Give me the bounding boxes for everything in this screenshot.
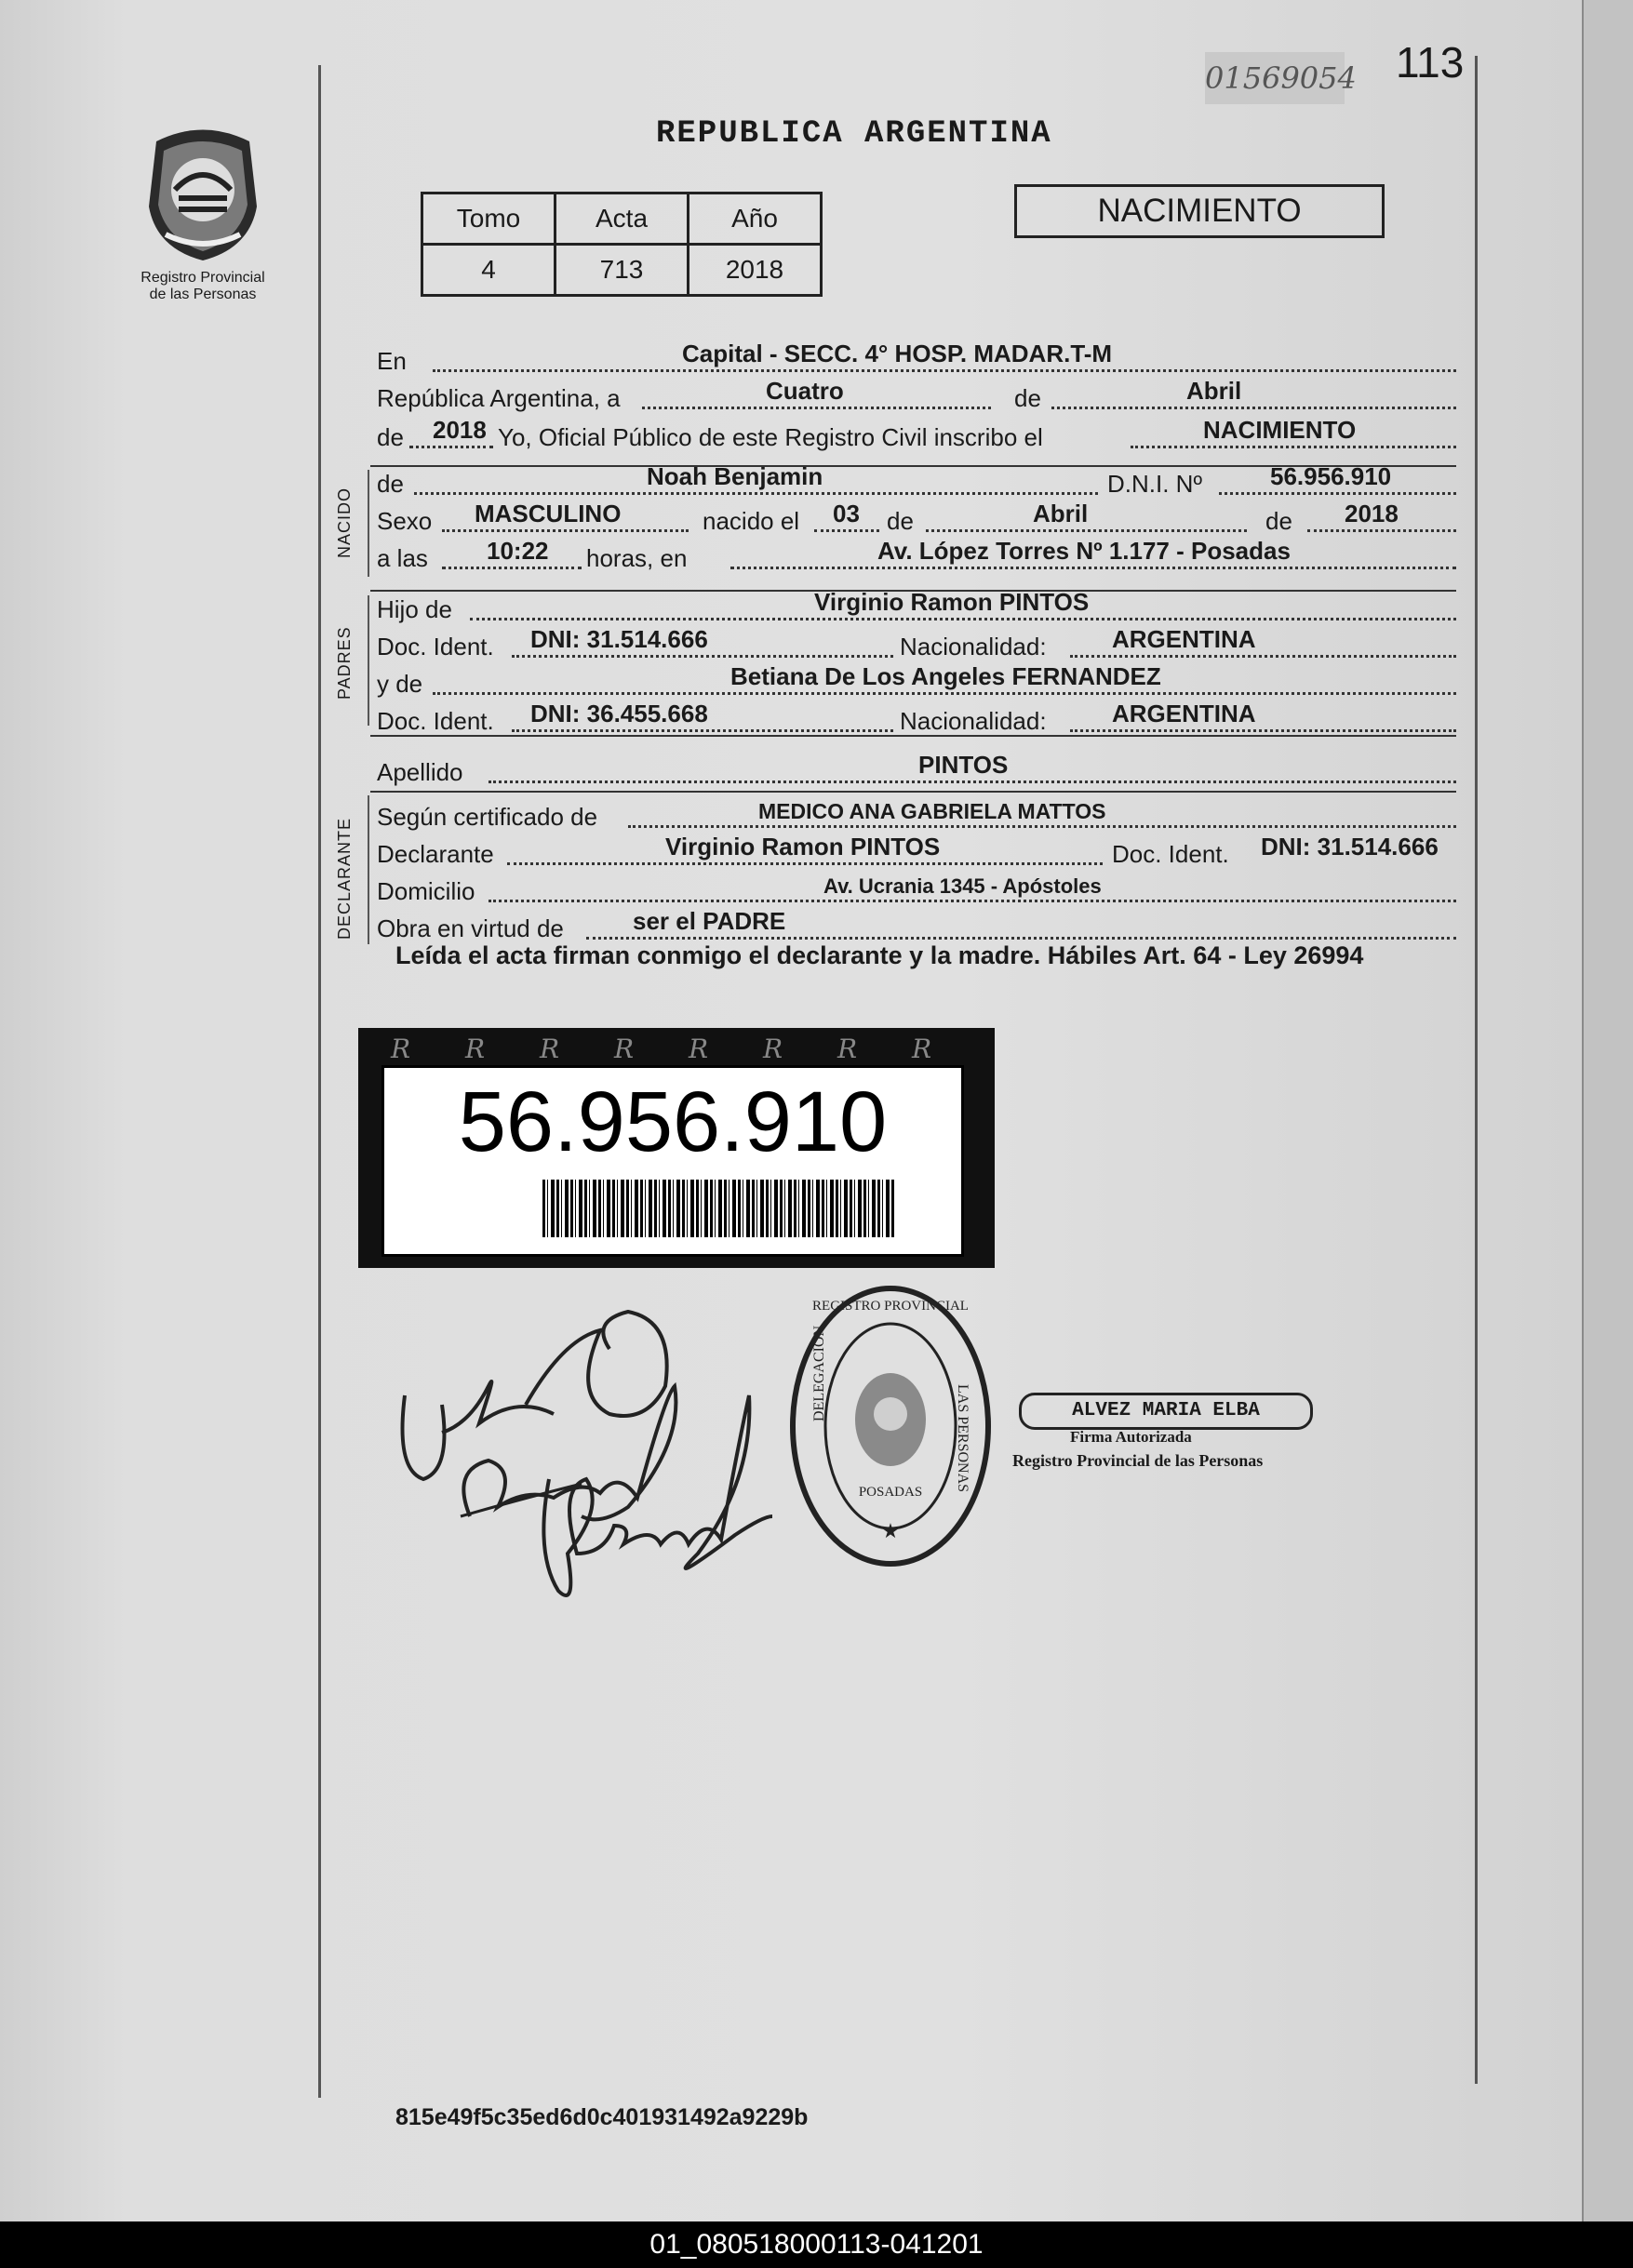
de2-label: de [377, 423, 404, 451]
left-margin-line [318, 65, 321, 2098]
day-value: Cuatro [766, 377, 844, 405]
inscribo-value: NACIMIENTO [1203, 416, 1357, 444]
serial-number: 01569054 [1205, 52, 1345, 104]
svg-text:LAS PERSONAS: LAS PERSONAS [955, 1384, 970, 1493]
hour-value: 10:22 [487, 537, 549, 565]
alas-label: a las [377, 544, 428, 572]
table-header-row [422, 193, 822, 245]
row-y-de [377, 662, 1456, 702]
svg-text:REGISTRO PROVINCIAL: REGISTRO PROVINCIAL [812, 1299, 969, 1314]
horas-label: horas, en [586, 544, 688, 572]
mother-signature [521, 1367, 782, 1609]
svg-text:★: ★ [881, 1519, 900, 1542]
en-value: Capital - SECC. 4° HOSP. MADAR.T-M [682, 340, 1113, 367]
value-acta: 713 [555, 245, 689, 296]
obra-value: ser el PADRE [633, 907, 786, 935]
en-label: En [377, 347, 407, 375]
province-crest-icon [138, 123, 268, 262]
nacido-el-label: nacido el [703, 507, 800, 535]
stamp-number: 56.956.910 [458, 1074, 888, 1169]
registry-seal [786, 1282, 996, 1570]
closing-statement: Leída el acta firman conmigo el declarante y la madre. Hábiles Art. 64 - Ley 26994 [395, 941, 1364, 969]
record-type-box: NACIMIENTO [1014, 184, 1385, 238]
svg-text:POSADAS: POSADAS [858, 1485, 923, 1500]
row-mother-doc [377, 702, 1456, 740]
dni-stamp: R R R R R R R R 56.956.910 [358, 1028, 995, 1268]
row-inscribo [377, 416, 1456, 456]
father-nac-label: Nacionalidad: [900, 633, 1047, 660]
yde-label: y de [377, 670, 423, 698]
place-value: Av. López Torres Nº 1.177 - Posadas [877, 537, 1291, 565]
table-value-row [422, 245, 822, 296]
mother-doc-value: DNI: 36.455.668 [530, 700, 708, 727]
month-value: Abril [1186, 377, 1242, 405]
nacido-de-label: de [377, 470, 404, 498]
birth-de2-label: de [1265, 507, 1292, 535]
birth-year-value: 2018 [1345, 500, 1399, 527]
hijo-label: Hijo de [377, 595, 452, 623]
birth-day-value: 03 [833, 500, 860, 527]
row-declarante [377, 835, 1456, 873]
header-tomo: Tomo [422, 193, 555, 245]
mother-doc-label: Doc. Ident. [377, 707, 494, 735]
decl-label: Declarante [377, 840, 494, 868]
obra-label: Obra en virtud de [377, 914, 564, 942]
mother-name-value: Betiana De Los Angeles FERNANDEZ [730, 662, 1161, 690]
footer-file-id: 01_080518000113-041201 [0, 2221, 1633, 2268]
row-hijo-de [377, 588, 1456, 628]
dom-value: Av. Ucrania 1345 - Apóstoles [823, 874, 1102, 898]
birth-de-label: de [887, 507, 914, 535]
header-ano: Año [689, 193, 822, 245]
row-father-doc [377, 625, 1456, 665]
dni-value: 56.956.910 [1270, 462, 1392, 490]
row-en [377, 342, 1456, 380]
year-value: 2018 [433, 416, 487, 444]
page-edge [1582, 0, 1633, 2221]
decl-doc-label: Doc. Ident. [1112, 840, 1229, 868]
row-republica [377, 377, 1456, 417]
section-declarante-label: DECLARANTE [335, 817, 354, 940]
page-number: 113 [1396, 38, 1465, 87]
document-hash: 815e49f5c35ed6d0c401931492a9229b [395, 2104, 809, 2130]
apellido-label: Apellido [377, 758, 463, 786]
tomo-acta-ano-table [421, 192, 823, 297]
nacido-name-value: Noah Benjamin [647, 462, 823, 490]
official-office: Registro Provincial de las Personas [1012, 1451, 1264, 1470]
row-hora [377, 537, 1456, 577]
value-ano: 2018 [689, 245, 822, 296]
official-name: ALVEZ MARIA ELBA [1019, 1393, 1313, 1430]
row-sexo [377, 502, 1456, 540]
row-nacido-name [377, 462, 1456, 502]
mother-nac-label: Nacionalidad: [900, 707, 1047, 735]
row-domicilio [377, 873, 1456, 910]
sexo-label: Sexo [377, 507, 433, 535]
right-margin-line [1475, 56, 1478, 2084]
document-title: REPUBLICA ARGENTINA [656, 116, 1052, 152]
official-title: Firma Autorizada [1070, 1428, 1192, 1446]
father-doc-value: DNI: 31.514.666 [530, 625, 708, 653]
cert-value: MEDICO ANA GABRIELA MATTOS [758, 799, 1106, 823]
svg-text:DELEGACION: DELEGACION [811, 1325, 827, 1421]
father-doc-label: Doc. Ident. [377, 633, 494, 660]
row-certificado [377, 798, 1456, 835]
apellido-value: PINTOS [918, 751, 1009, 779]
barcode-icon [542, 1180, 896, 1237]
cert-label: Según certificado de [377, 803, 598, 831]
section-padres-label: PADRES [335, 626, 354, 700]
inscribo-label: Yo, Oficial Público de este Registro Civil inscribo el [498, 423, 1043, 451]
father-nac-value: ARGENTINA [1112, 625, 1256, 653]
value-tomo: 4 [422, 245, 555, 296]
header-acta: Acta [555, 193, 689, 245]
de-label: de [1014, 384, 1041, 412]
logo-caption: Registro Provincial de las Personas [141, 270, 265, 302]
section-nacido-label: NACIDO [335, 487, 354, 558]
sexo-value: MASCULINO [475, 500, 622, 527]
birth-month-value: Abril [1033, 500, 1089, 527]
republica-label: República Argentina, a [377, 384, 621, 412]
father-name-value: Virginio Ramon PINTOS [814, 588, 1090, 616]
stamp-label [381, 1065, 964, 1257]
row-apellido [377, 751, 1456, 791]
mother-nac-value: ARGENTINA [1112, 700, 1256, 727]
decl-doc-value: DNI: 31.514.666 [1261, 833, 1439, 861]
decl-value: Virginio Ramon PINTOS [665, 833, 941, 861]
dni-label: D.N.I. Nº [1107, 470, 1202, 498]
dom-label: Domicilio [377, 877, 475, 905]
